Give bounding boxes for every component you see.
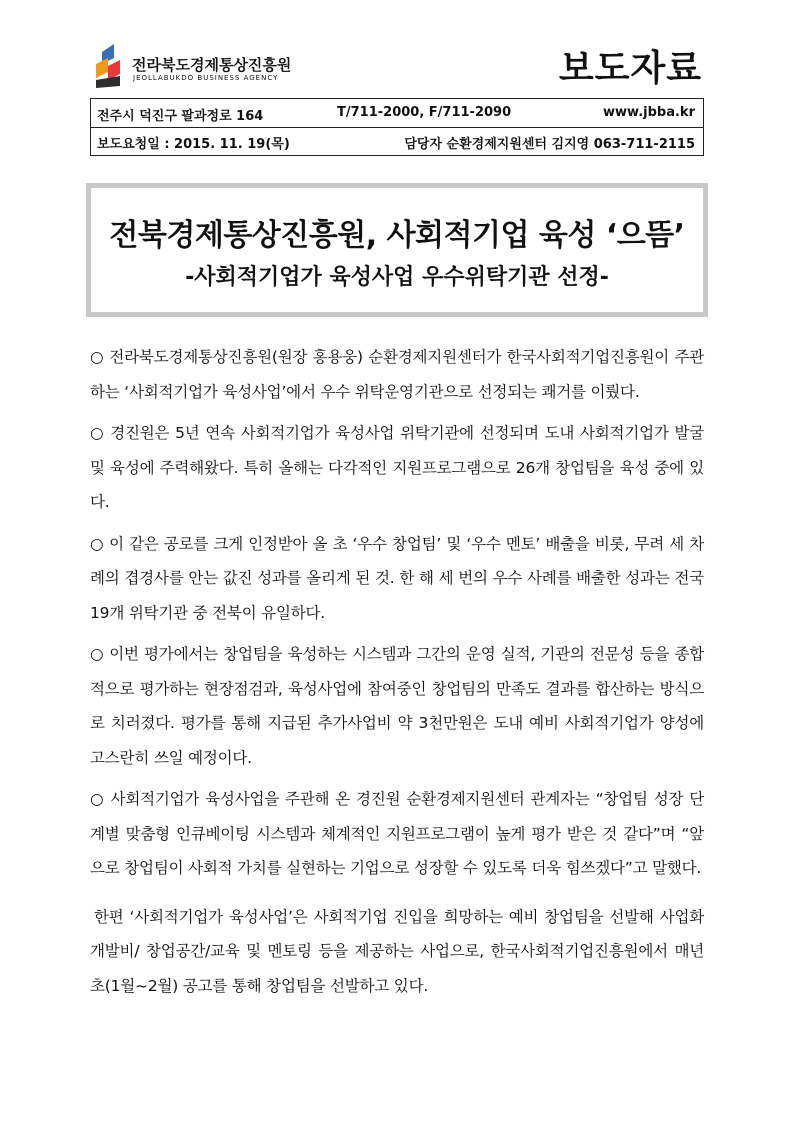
article-body xyxy=(90,340,704,1003)
org-name-en: JEOLLABUKDO BUSINESS AGENCY xyxy=(133,74,279,82)
body-paragraph: ○ 사회적기업가 육성사업을 주관해 온 경진원 순환경제지원센터 관계자는 “창업팀 성장 단계별 맞춤형 인큐베이팅 시스템과 체계적인 지원프로그램이 높게 평가 받은 것 같다”며 “앞으로 창업팀이 사회적 가치를 실현하는 기업으로 성장할 수 있도록 더욱 힘쓰겠다”고 말했다. xyxy=(90,790,704,877)
contact-info-table xyxy=(90,98,704,156)
website-link[interactable]: www.jbba.kr xyxy=(603,105,695,120)
body-paragraph: ○ 전라북도경제통상진흥원(원장 홍용웅) 순환경제지원센터가 한국사회적기업진흥원이 주관하는 ‘사회적기업가 육성사업’에서 우수 위탁운영기관으로 선정되는 쾌거를 이뤘다. xyxy=(90,348,704,401)
body-paragraph: ○ 이 같은 공로를 크게 인정받아 올 초 ‘우수 창업팀’ 및 ‘우수 멘토’ 배출을 비롯, 무려 세 차례의 겹경사를 안는 값진 성과를 올리게 된 것. 한 해 세 번의 우수 사례를 배출한 성과는 전국 19개 위탁기관 중 전북이 유일하다. xyxy=(90,534,704,622)
headline-title: 전북경제통상진흥원, 사회적기업 육성 ‘으뜸’ xyxy=(109,218,685,253)
body-paragraph: ○ 경진원은 5년 연속 사회적기업가 육성사업 위탁기관에 선정되며 도내 사회적기업가 발굴 및 육성에 주력해왔다. 특히 올해는 다각적인 지원프로그램으로 26개 창업팀을 육성 중에 있다. xyxy=(90,424,704,511)
headline-subtitle: -사회적기업가 육성사업 우수위탁기관 선정- xyxy=(185,265,609,290)
tel-fax-text: T/711-2000, F/711-2090 xyxy=(337,105,512,120)
address-text: 전주시 덕진구 팔과정로 164 xyxy=(97,109,264,124)
org-logo-icon xyxy=(92,42,126,90)
contact-row-request xyxy=(91,127,703,155)
request-date-text: 보도요청일 : 2015. 11. 19(목) xyxy=(97,137,290,152)
headline-box xyxy=(86,183,708,317)
body-paragraph: ○ 이번 평가에서는 창업팀을 육성하는 시스템과 그간의 운영 실적, 기관의 전문성 등을 종합적으로 평가하는 현장점검과, 육성사업에 참여중인 창업팀의 만족도 결과를 합산하는 방식으로 치러졌다. 평가를 통해 지급된 추가사업비 약 3천만원은 도내 예비 사회적기업가 양성에 고스란히 쓰일 예정이다. xyxy=(90,645,704,767)
doc-type-title: 보도자료 xyxy=(558,48,702,89)
closing-paragraph: 한편 ‘사회적기업가 육성사업’은 사회적기업 진입을 희망하는 예비 창업팀을 선발해 사업화개발비/ 창업공간/교육 및 멘토링 등을 제공하는 사업으로, 한국사회적기업진흥원에서 매년 초(1월~2월) 공고를 통해 창업팀을 선발하고 있다. xyxy=(90,907,704,995)
page-header xyxy=(92,40,704,92)
org-logo xyxy=(92,42,392,92)
contact-row-address xyxy=(91,99,703,128)
org-name-ko: 전라북도경제통상진흥원 xyxy=(132,56,292,74)
contact-person-text: 담당자 순환경제지원센터 김지영 063-711-2115 xyxy=(404,137,695,152)
